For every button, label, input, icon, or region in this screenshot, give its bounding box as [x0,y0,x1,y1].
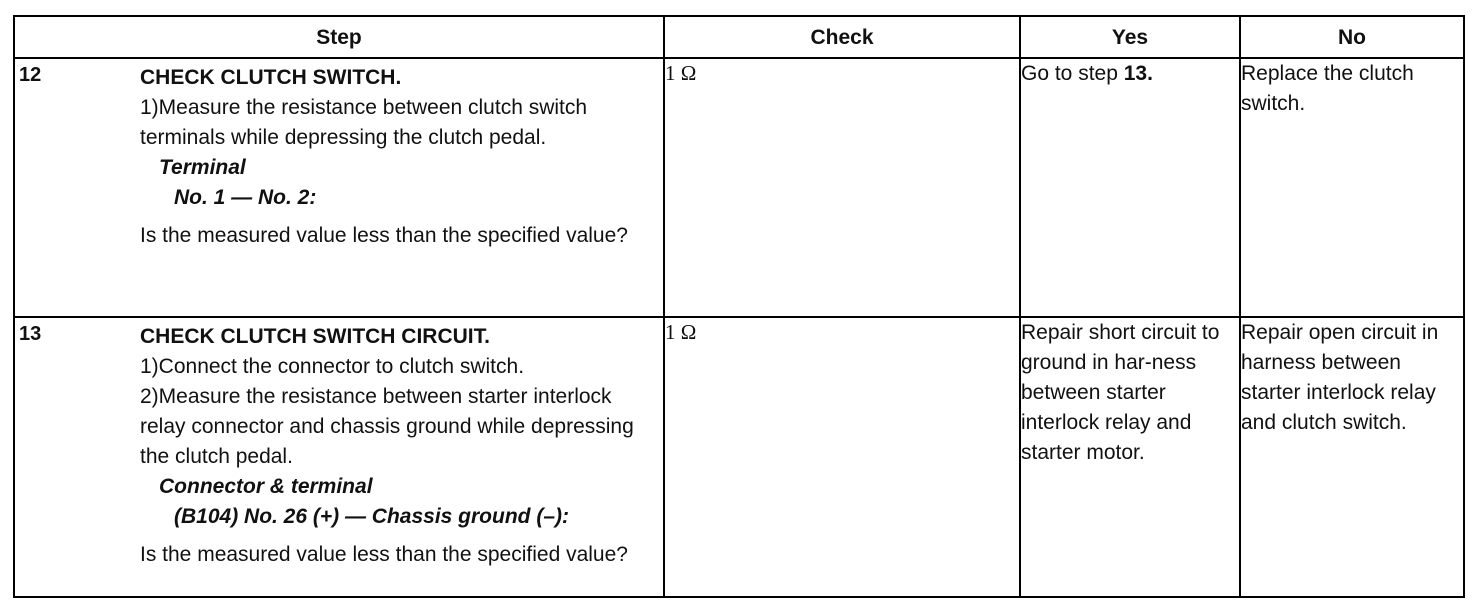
diagnostic-table [13,15,1465,598]
step-question: Is the measured value less than the specified value? [140,224,628,247]
step-cell [14,58,664,317]
spec-heading: Terminal [159,156,246,179]
step-instruction: 1)Measure the resistance between clutch switch terminals while depressing the clutch pedal. [140,96,588,149]
step-number: 12 [19,64,42,86]
header-no: No [1240,16,1464,58]
step-number: 13 [19,323,42,345]
spec-heading: Connector & terminal [159,475,373,498]
header-step: Step [14,16,664,58]
step-title: CHECK CLUTCH SWITCH. [140,66,402,89]
yes-prefix: Go to step [1021,62,1124,85]
step-instruction: 2)Measure the resistance between starter interlock relay connector and chassis ground while depressing the clutch pedal. [140,385,634,468]
spec-value: (B104) No. 26 (+) — Chassis ground (–): [174,505,569,528]
check-cell: 1 Ω [664,58,1020,317]
step-cell [14,317,664,597]
spec-value: No. 1 — No. 2: [174,186,317,209]
header-yes: Yes [1020,16,1240,58]
yes-cell [1020,58,1240,317]
header-check: Check [664,16,1020,58]
table-row-step-13 [14,317,1464,597]
yes-text: Repair short circuit to ground in har-ness between starter interlock relay and starter motor. [1021,321,1220,464]
check-cell: 1 Ω [664,317,1020,597]
step-instruction: 1)Connect the connector to clutch switch. [140,355,525,378]
header-row [14,16,1464,58]
yes-cell [1020,317,1240,597]
no-cell: Repair open circuit in harness between starter interlock relay and clutch switch. [1240,317,1464,597]
table-row-step-12 [14,58,1464,317]
step-title: CHECK CLUTCH SWITCH CIRCUIT. [140,325,490,348]
step-question: Is the measured value less than the specified value? [140,543,628,566]
yes-step-ref: 13. [1123,62,1153,85]
no-cell: Replace the clutch switch. [1240,58,1464,317]
